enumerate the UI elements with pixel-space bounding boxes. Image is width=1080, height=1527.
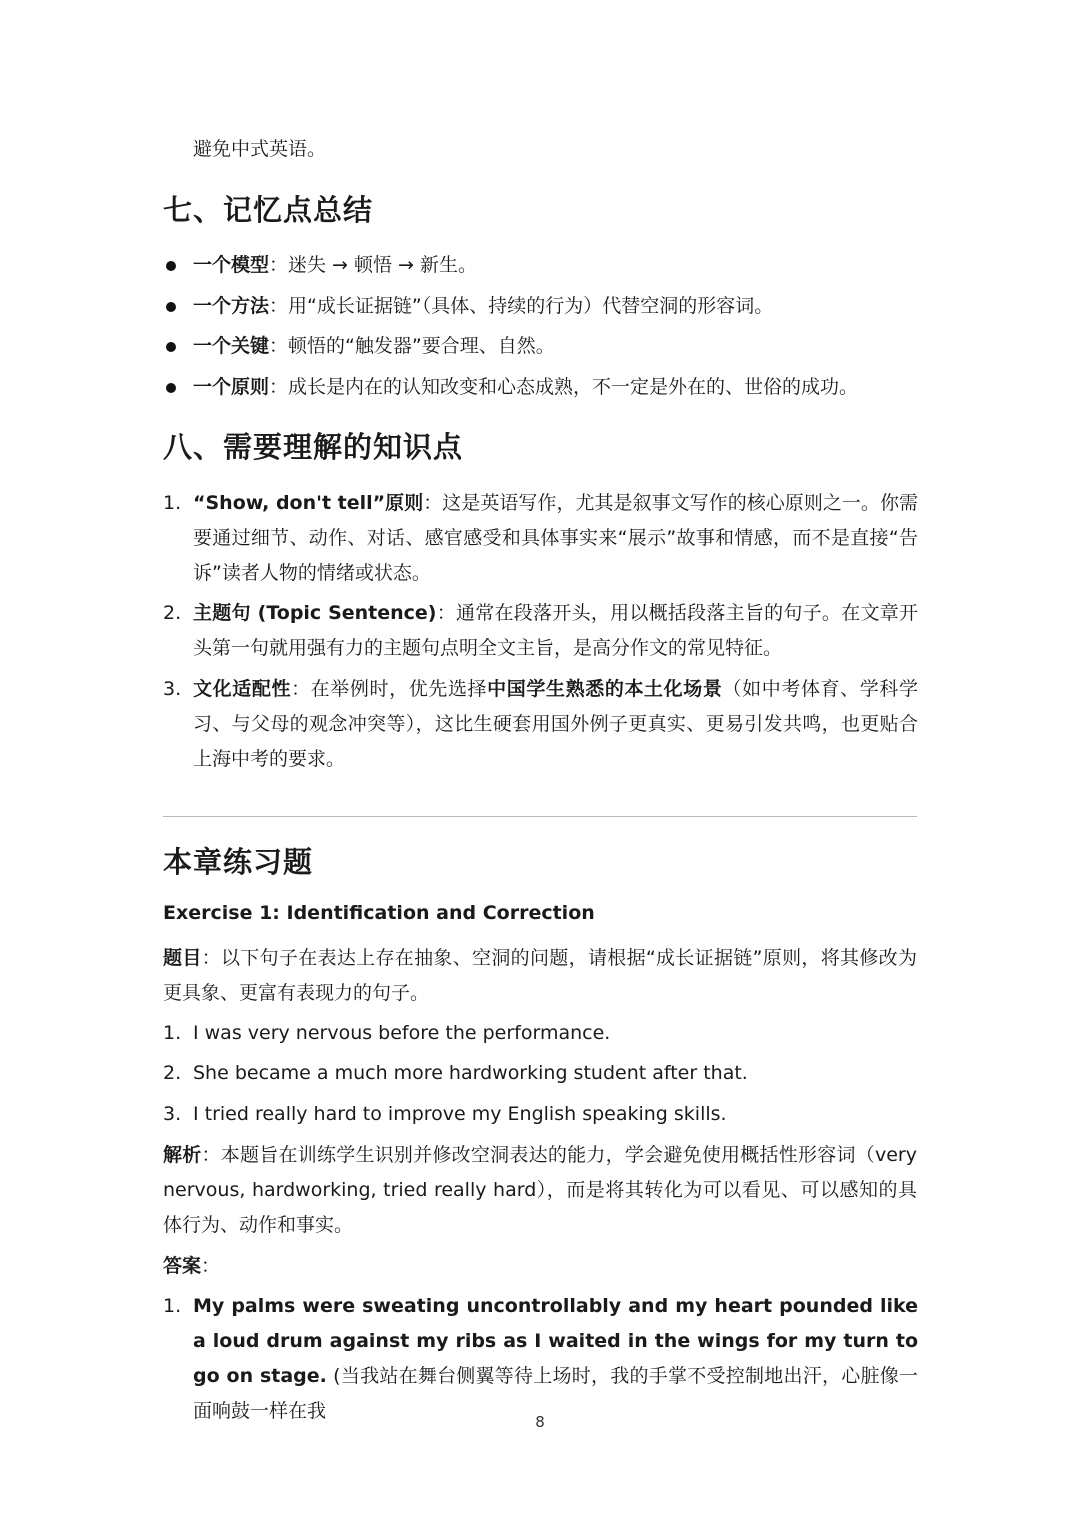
item-label: 主题句 (Topic Sentence) (193, 602, 437, 624)
bullet-item (193, 370, 918, 405)
exercise-prompt (163, 941, 917, 1011)
item-text: 在文章开头第一句就用强有力的主题句点明全文主旨，是高分作文的常见特征。 (193, 602, 918, 659)
exercises-heading: 本章练习题 (163, 845, 314, 879)
section8-heading: 八、需要理解的知识点 (163, 430, 464, 464)
list-item (193, 672, 918, 777)
bullet-dot (166, 383, 176, 393)
answer-chinese: (当我站在舞台侧翼等待上场时，我的手掌不受控制地出汗，心脏像一面响鼓一样在我 (193, 1365, 918, 1422)
exercise-sentence: I was very nervous before the performance. (193, 1022, 611, 1044)
item-text: ：这是英语写作，尤其是叙事文写作的核心原则之一。 (423, 492, 880, 514)
list-item (193, 486, 918, 591)
answer-item (193, 1289, 918, 1422)
list-number: 2. (163, 602, 182, 624)
list-number: 3. (163, 1103, 182, 1125)
section-divider (163, 816, 917, 817)
bullet-label: 一个方法 (193, 295, 270, 317)
bullet-label: 一个关键 (193, 335, 270, 357)
analysis-label: 解析 (163, 1144, 202, 1166)
answer-colon: ： (201, 1255, 221, 1277)
bullet-dot (166, 302, 176, 312)
exercise-sentence: She became a much more hardworking student after that. (193, 1062, 748, 1084)
bullet-item (193, 248, 918, 283)
item-text: 你需要通过细节、动作、对话、感官感受和具体事实来“展示”故事和情感，而不是直接“告诉”读者人物的情绪或状态。 (193, 492, 918, 584)
list-item (193, 596, 918, 666)
exercise1-title: Exercise 1: Identification and Correction (163, 902, 595, 924)
list-number: 1. (163, 1295, 182, 1317)
analysis-text: ：本题旨在训练学生识别并修改空洞表达的能力，学会避免使用概括性形容词（very nervous, hardworking, tried really hard），而是将其转化为可以看见、可以感知的具体行为、动作和事实。 (163, 1144, 917, 1236)
bullet-item (193, 329, 918, 364)
bullet-text: ：用“成长证据链”（具体、持续的行为）代替空洞的形容词。 (269, 295, 774, 317)
answer-english: My palms were sweating uncontrollably and my heart pounded like a loud drum against my ribs as I waited in the wings for my turn to go on stage. (193, 1295, 918, 1387)
answer-label: 答案 (163, 1255, 202, 1277)
list-number: 3. (163, 678, 182, 700)
bullet-item (193, 289, 918, 324)
bullet-label: 一个模型 (193, 254, 270, 276)
bullet-dot (166, 261, 176, 271)
exercise-sentence: I tried really hard to improve my English speaking skills. (193, 1103, 727, 1125)
item-label: 文化适配性 (193, 678, 292, 700)
bullet-dot (166, 342, 176, 352)
list-number: 1. (163, 1022, 182, 1044)
prompt-text: ：以下句子在表达上存在抽象、空洞的问题，请根据“成长证据链”原则，将其修改为更具象、更富有表现力的句子。 (163, 947, 917, 1004)
intro-tail-text: 避免中式英语。 (193, 138, 327, 160)
section7-heading: 七、记忆点总结 (163, 193, 374, 227)
item-label: “Show, don't tell”原则 (193, 492, 424, 514)
list-number: 1. (163, 492, 182, 514)
list-number: 2. (163, 1062, 182, 1084)
exercise-analysis (163, 1138, 917, 1243)
bullet-label: 一个原则 (193, 376, 270, 398)
page-number: 8 (535, 1413, 545, 1431)
bullet-text: ：顿悟的“触发器”要合理、自然。 (269, 335, 555, 357)
bullet-text: ：迷失 → 顿悟 → 新生。 (269, 254, 478, 276)
item-text: ：通常在段落开头，用以概括段落主旨的句子。 (436, 602, 842, 624)
item-emphasis: 中国学生熟悉的本土化场景 (487, 678, 723, 700)
answer-heading (163, 1249, 220, 1284)
bullet-text: ：成长是内在的认知改变和心态成熟，不一定是外在的、世俗的成功。 (269, 376, 859, 398)
prompt-label: 题目 (163, 947, 202, 969)
item-text: （如中考体育、学科学习、与父母的观念冲突等），这比生硬套用国外例子更真实、更易引发共鸣，也更贴合上海中考的要求。 (193, 678, 918, 770)
item-text: ：在举例时，优先选择 (291, 678, 488, 700)
